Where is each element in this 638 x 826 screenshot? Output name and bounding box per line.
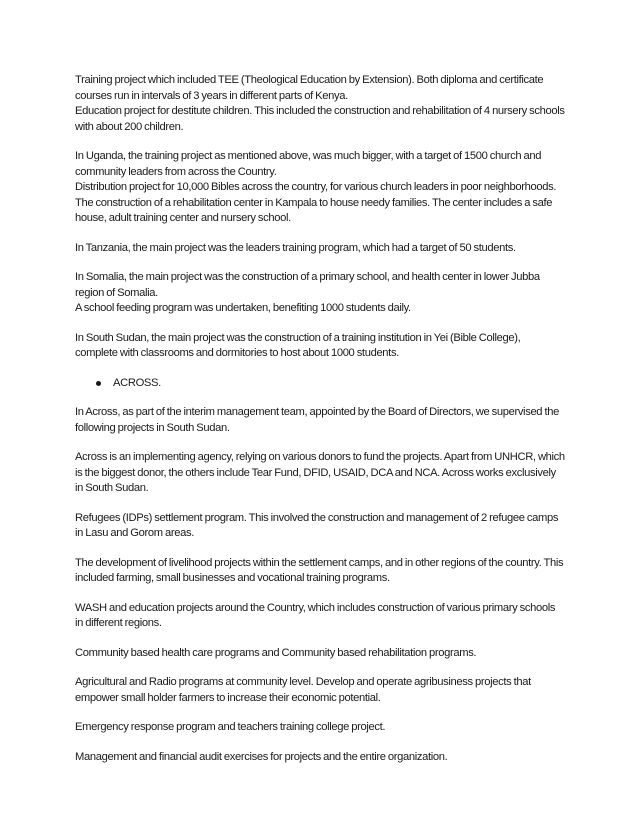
somalia-feeding-text: A school feeding program was undertaken, benefiting 1000 students daily. [75,302,411,314]
kenya-projects-paragraph [75,73,565,135]
uganda-rehabilitation-center-text: The construction of a rehabilitation center in Kampala to house needy families. The center includes a safe house, adult training center and nursery school. [75,196,553,224]
emergency-paragraph [75,720,565,736]
south-sudan-text: In South Sudan, the main project was the construction of a training institution in Yei (Bible College), complete with classrooms and dormitories to host about 1000 students. [75,331,521,359]
tanzania-paragraph [75,241,565,257]
across-agency-paragraph [75,450,565,497]
livelihood-text: The development of livelihood projects within the settlement camps, and in other regions of the country. This included farming, small businesses and vocational training programs. [75,556,564,584]
uganda-bible-distribution-text: Distribution project for 10,000 Bibles across the country, for various church leaders in poor neighborhoods. [75,181,557,193]
agriculture-paragraph [75,675,565,706]
kenya-education-project-text: Education project for destitute children. This included the construction and rehabilitation of 4 nursery schools with about 200 children. [75,105,565,133]
audit-text: Management and financial audit exercises for projects and the entire organization. [75,750,448,763]
health-care-paragraph [75,646,565,662]
emergency-text: Emergency response program and teachers training college project. [75,721,386,733]
document-page [75,73,565,779]
bullet-icon [96,381,101,386]
audit-paragraph [75,750,565,766]
wash-text: WASH and education projects around the Country, which includes construction of various primary schools in different regions. [75,601,556,629]
across-intro-paragraph [75,405,565,436]
uganda-projects-paragraph [75,149,565,227]
agriculture-text: Agricultural and Radio programs at community level. Develop and operate agribusiness projects that empower small holder farmers to increase their economic potential. [75,676,531,704]
south-sudan-paragraph [75,331,565,362]
across-heading: ACROSS. [113,376,161,389]
refugees-text: Refugees (IDPs) settlement program. This involved the construction and management of 2 refugee camps in Lasu and Gorom areas. [75,511,559,539]
tanzania-text: In Tanzania, the main project was the leaders training program, which had a target of 50 students. [75,241,516,254]
somalia-paragraph [75,270,565,317]
wash-paragraph [75,601,565,632]
health-care-text: Community based health care programs and Community based rehabilitation programs. [75,646,477,659]
refugees-paragraph [75,511,565,542]
uganda-training-text: In Uganda, the training project as mentioned above, was much bigger, with a target of 1500 church and community leaders from across the Country. [75,150,542,178]
across-intro-text: In Across, as part of the interim management team, appointed by the Board of Directors, we supervised the following projects in South Sudan. [75,406,559,434]
somalia-school-text: In Somalia, the main project was the construction of a primary school, and health center in lower Jubba region of Somalia. [75,271,540,299]
across-agency-text: Across is an implementing agency, relying on various donors to fund the projects. Apart from UNHCR, which is the biggest donor, the others include Tear Fund, DFID, USAID, DCA and NCA. Across works exclusively in South Sudan. [75,451,565,494]
livelihood-paragraph [75,556,565,587]
across-bullet-item [75,376,565,392]
kenya-tee-training-text: Training project which included TEE (Theological Education by Extension). Both diploma and certificate courses run in intervals of 3 years in different parts of Kenya. [75,74,544,102]
